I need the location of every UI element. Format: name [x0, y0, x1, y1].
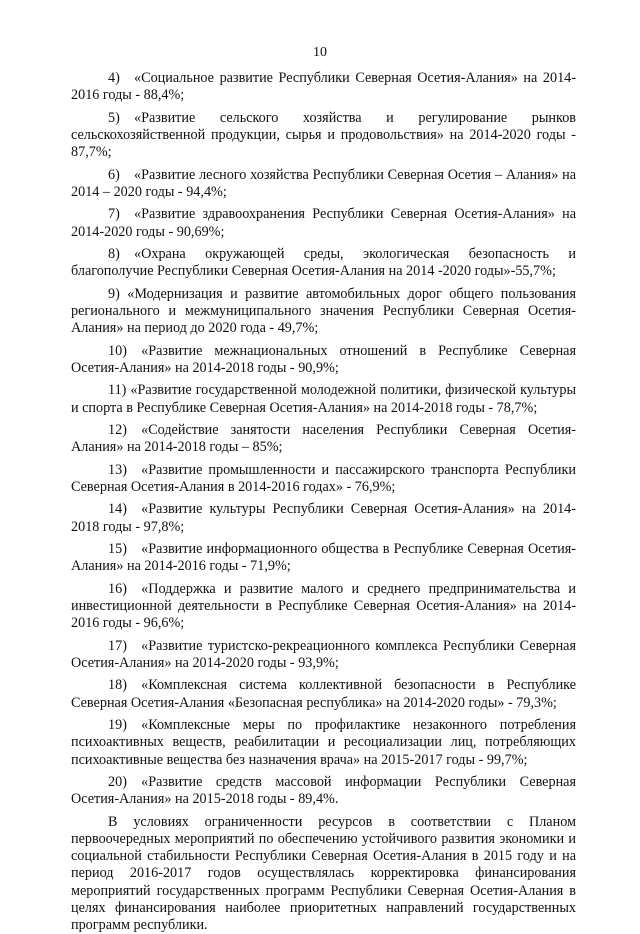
closing-paragraph: В условиях ограниченности ресурсов в соответствии с Планом первоочередных мероприятий по обеспечению устойчивого развития экономики и социальной стабильности Республики Северная Осетия-Алания в 2015 году и на период 2016-2017 годов осуществлялась корректировка финансирования мероприятий государственных программ Республики Северная Осетия-Алания в целях финансирования наиболее приоритетных направлений государственных программ республики. — [71, 813, 576, 933]
page-number: 10 — [313, 45, 327, 60]
list-item: 8) «Охрана окружающей среды, экологическая безопасность и благополучие Республики Северная Осетия-Алания на 2014 -2020 годы»-55,7%; — [71, 246, 576, 280]
list-item: 16) «Поддержка и развитие малого и среднего предпринимательства и инвестиционной деятельности в Республике Северная Осетия-Алания» на 2014-2016 годы - 96,6%; — [71, 580, 576, 632]
list-item: 14) «Развитие культуры Республики Северная Осетия-Алания» на 2014-2018 годы - 97,8%; — [71, 501, 576, 535]
list-item: 4) «Социальное развитие Республики Северная Осетия-Алания» на 2014-2016 годы - 88,4%; — [71, 70, 576, 104]
list-item: 11) «Развитие государственной молодежной политики, физической культуры и спорта в Республике Северная Осетия-Алания» на 2014-2018 годы - 78,7%; — [71, 382, 576, 416]
list-item: 17) «Развитие туристско-рекреационного комплекса Республики Северная Осетия-Алания» на 2014-2020 годы - 93,9%; — [71, 637, 576, 671]
list-item: 7) «Развитие здравоохранения Республики Северная Осетия-Алания» на 2014-2020 годы - 90,69%; — [71, 206, 576, 240]
list-item: 15) «Развитие информационного общества в Республике Северная Осетия-Алания» на 2014-2016 годы - 71,9%; — [71, 541, 576, 575]
list-item: 10) «Развитие межнациональных отношений в Республике Северная Осетия-Алания» на 2014-2018 годы - 90,9%; — [71, 342, 576, 376]
list-item: 19) «Комплексные меры по профилактике незаконного потребления психоактивных веществ, реабилитации и ресоциализации лиц, потребляющих психоактивные вещества без назначения врача» на 2015-2017 годы - 99,7%; — [71, 717, 576, 768]
list-item: 18) «Комплексная система коллективной безопасности в Республике Северная Осетия-Алания «Безопасная республика» на 2014-2020 годы» - 79,3%; — [71, 677, 576, 711]
document-body — [71, 70, 576, 934]
list-item: 5) «Развитие сельского хозяйства и регулирование рынков сельскохозяйственной продукции, сырья и продовольствия» на 2014-2020 годы - 87,7%; — [71, 109, 576, 161]
list-item: 12) «Содействие занятости населения Республики Северная Осетия-Алания» на 2014-2018 годы – 85%; — [71, 422, 576, 456]
list-item: 9) «Модернизация и развитие автомобильных дорог общего пользования регионального и межмуниципального значения Республики Северная Осетия-Алания» на период до 2020 года - 49,7%; — [71, 285, 576, 337]
list-item: 13) «Развитие промышленности и пассажирского транспорта Республики Северная Осетия-Алания в 2014-2016 годах» - 76,9%; — [71, 461, 576, 495]
list-item: 20) «Развитие средств массовой информации Республики Северная Осетия-Алания» на 2015-2018 годы - 89,4%. — [71, 774, 576, 808]
list-item: 6) «Развитие лесного хозяйства Республики Северная Осетия – Алания» на 2014 – 2020 годы - 94,4%; — [71, 166, 576, 200]
